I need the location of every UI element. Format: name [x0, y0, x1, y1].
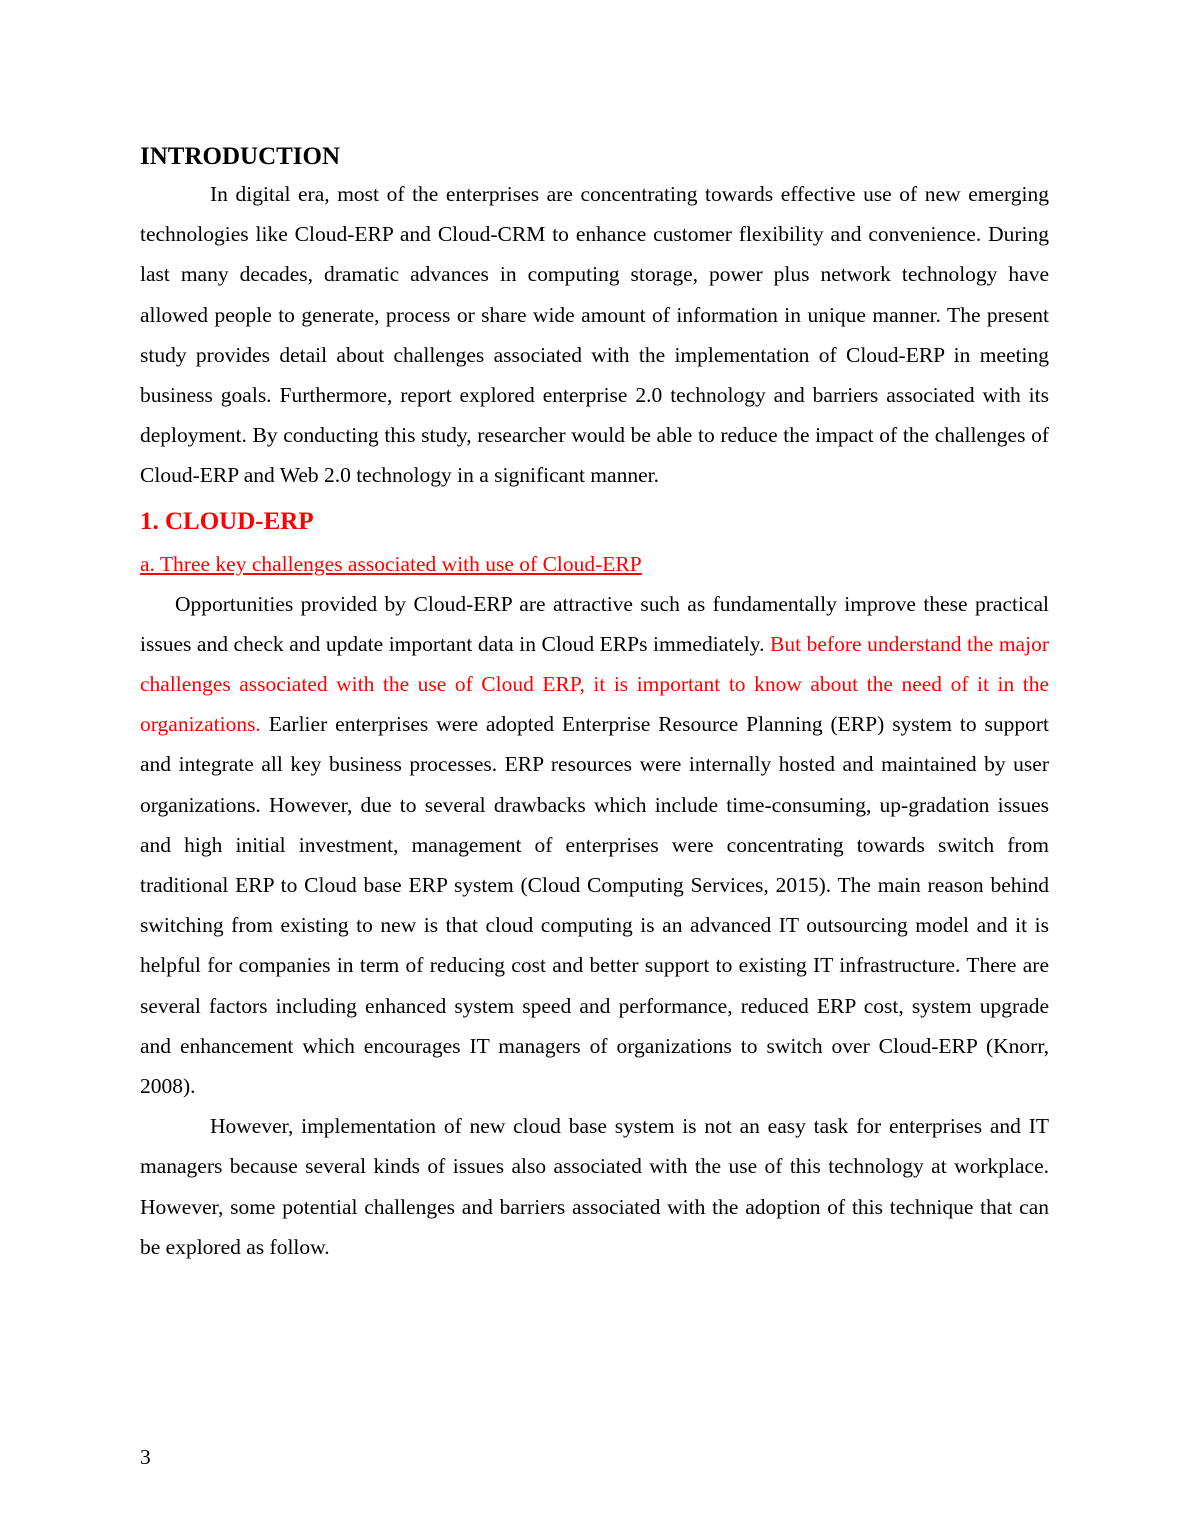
section-heading-cloud-erp: 1. CLOUD-ERP	[140, 507, 314, 535]
introduction-heading: INTRODUCTION	[140, 143, 341, 170]
page-number: 3	[140, 1445, 151, 1469]
paragraph-1-highlighted-text: But before understand the major challenges associated with the use of Cloud ERP, it is important to know about the need of it in the organizations.	[140, 631, 1049, 737]
document-page	[140, 140, 1049, 1267]
introduction-paragraph: In digital era, most of the enterprises are concentrating towards effective use of new emerging technologies like Cloud-ERP and Cloud-CRM to enhance customer flexibility and convenience. During last many decades, dramatic advances in computing storage, power plus network technology have allowed people to generate, process or share wide amount of information in unique manner. The present study provides detail about challenges associated with the implementation of Cloud-ERP in meeting business goals. Furthermore, report explored enterprise 2.0 technology and barriers associated with its deployment. By conducting this study, researcher would be able to reduce the impact of the challenges of Cloud-ERP and Web 2.0 technology in a significant manner.	[140, 182, 1049, 488]
paragraph-1-text: Opportunities provided by Cloud-ERP are attractive such as fundamentally improve these practical issues and check and update important data in Cloud ERPs immediately.	[140, 591, 1049, 656]
cloud-erp-paragraph-1	[140, 584, 1049, 1107]
subheading-three-key-challenges: a. Three key challenges associated with use of Cloud-ERP	[140, 551, 642, 576]
cloud-erp-paragraph-2: However, implementation of new cloud base system is not an easy task for enterprises and IT managers because several kinds of issues also associated with the use of this technology at workplace. However, some potential challenges and barriers associated with the adoption of this technique that can be explored as follow.	[140, 1114, 1049, 1259]
paragraph-1-continuation-text: Earlier enterprises were adopted Enterprise Resource Planning (ERP) system to support and integrate all key business processes. ERP resources were internally hosted and maintained by user organizations. However, due to several drawbacks which include time-consuming, up-gradation issues and high initial investment, management of enterprises were concentrating towards switch from traditional ERP to Cloud base ERP system (Cloud Computing Services, 2015). The main reason behind switching from existing to new is that cloud computing is an advanced IT outsourcing model and it is helpful for companies in term of reducing cost and better support to existing IT infrastructure. There are several factors including enhanced system speed and performance, reduced ERP cost, system upgrade and enhancement which encourages IT managers of organizations to switch over Cloud-ERP (Knorr, 2008).	[140, 712, 1050, 1099]
